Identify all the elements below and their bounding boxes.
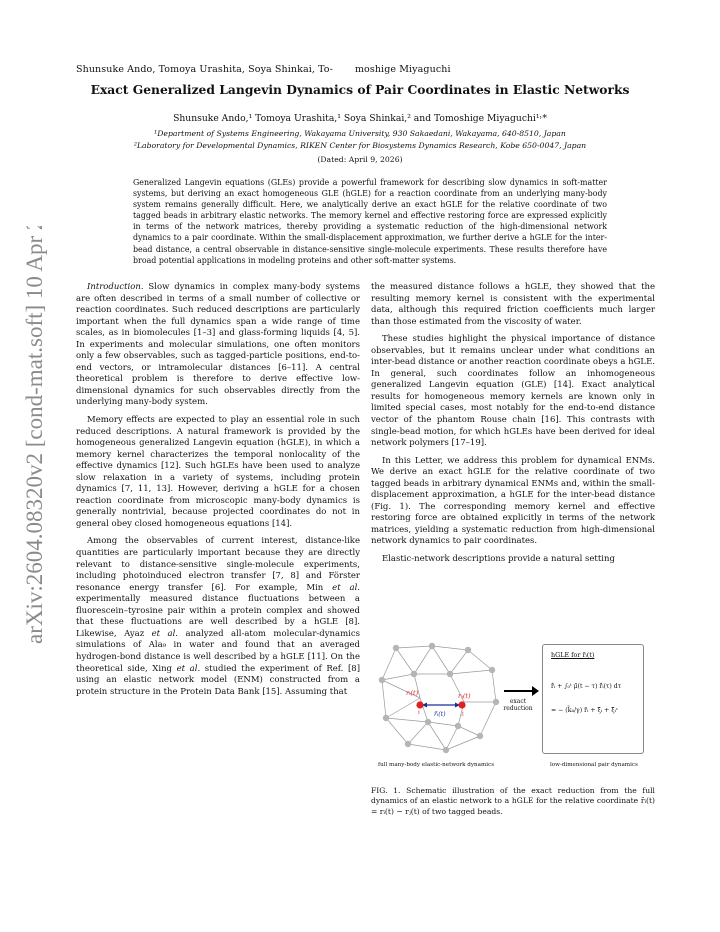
obs-etal-1: et al. — [332, 582, 360, 593]
obs-text-b: experimentally measured distance fluctuations between a fluorescein–tyrosine pair within a protein complex and showed that these fluctuations are well described by a hGLE [8]. Likewise, Ayaz — [76, 594, 360, 639]
obs-text-a: Among the observables of current interest, distance-like quantities are particularly important because they are directly relevant to distance-sensitive single-molecule experiments, including photoinduced electron transfer [7, 8] and Förster resonance energy transfer [6]. For example, Min — [76, 536, 360, 593]
obs-etal-3: et al. — [176, 663, 201, 674]
reduction-label: exact reduction — [503, 698, 533, 712]
running-head-right: moshige Miyaguchi — [354, 64, 451, 75]
intro-text: Slow dynamics in complex many-body systems are often described in terms of a small number of collective or reaction coordinates. Such reduced descriptions are particularly important when the full dynamics span a wide range of time scales, as in biomolecules [1–3] and glass-forming liquids [4, 5]. In experiments and molecular simulations, one often monitors only a few observables, such as tagged-particle positions, end-to-end vectors, or intramolecular distances [6–11]. A central theoretical problem is therefore to derive effective low-dimensional dynamics for such observables directly from the underlying many-body system. — [76, 282, 360, 408]
affiliation-2: ²Laboratory for Developmental Dynamics, RIKEN Center for Biosystems Dynamics Research, Kobe 650-0047, Japan — [133, 141, 587, 150]
figure-caption: FIG. 1. Schematic illustration of the exact reduction from the full dynamics of an elastic network to a hGLE for the relative coordinate r̃ᵢ(t) = rᵢ(t) − rⱼ(t) of two tagged beads. — [371, 786, 655, 816]
paper-title: Exact Generalized Langevin Dynamics of Pair Coordinates in Elastic Networks — [90, 82, 630, 97]
obs-etal-2: et al. — [151, 628, 179, 639]
right-column — [371, 282, 655, 566]
arxiv-id: arXiv:2604.08320v2 [cond-mat.soft] 10 Apr 2026 — [22, 226, 47, 644]
memory-paragraph: Memory effects are expected to play an essential role in such reduced descriptions. A natural framework is provided by the homogeneous generalized Langevin equation (hGLE), in which a memory kernel characterizes the temporal nonlocality of the effective dynamics [12]. Such hGLEs have been used to analyze slow relaxation in a variety of systems, including protein dynamics [7, 11, 13]. However, deriving a hGLE for a chosen reaction coordinate from microscopic many-body dynamics is generally nontrivial, because projected coordinates do not in general obey closed homogeneous equations [14]. — [76, 415, 360, 529]
letter-paragraph: In this Letter, we address this problem for dynamical ENMs. We derive an exact hGLE for the relative coordinate of two tagged beads in arbitrary dynamical ENMs and, within the small-displacement approximation, a hGLE for the inter-bead distance (Fig. 1). The corresponding memory kernel and effective restoring force are obtained explicitly in terms of the network matrices, yielding a systematic reduction from high-dimensional network dynamics to pair coordinates. — [371, 455, 655, 547]
observables-paragraph — [76, 536, 360, 698]
dated-line: (Dated: April 9, 2026) — [317, 155, 403, 164]
figure-1 — [374, 640, 646, 778]
obs-text-c: analyzed all-atom molecular-dynamics simulations of Ala₉ in water and found that an averaged hydrogen-bond distance is well described by a hGLE [11]. On the theoretical side, Xing — [76, 628, 360, 674]
intro-lead: Introduction. — [87, 282, 144, 292]
left-subcaption: full many-body elastic-network dynamics — [378, 762, 495, 768]
affiliation-1: ¹Department of Systems Engineering, Wakayama University, 930 Sakaedani, Wakayama, 640-8510, Japan — [154, 129, 566, 138]
studies-paragraph: These studies highlight the physical importance of distance observables, but it remains unclear under what conditions an inter-bead distance or another reaction coordinate obeys a hGLE. In general, such coordinates follow an inhomogeneous generalized Langevin equation (GLE) [14]. Exact analytical results for homogeneous memory kernels are known only in limited special cases, most notably for the end-to-end distance vector of the phantom Rouse chain [16]. This contrasts with single-bead motion, for which hGLEs have been derived for ideal network polymers [17–19]. — [371, 334, 655, 449]
obs-text-d: studied the experiment of Ref. [8] using an elastic network model (ENM) constructed from a protein structure in the Protein Data Bank [15]. Assuming that — [76, 663, 361, 697]
abstract: Generalized Langevin equations (GLEs) provide a powerful framework for describing slow dynamics in soft-matter systems, but deriving an exact homogeneous GLE (hGLE) for a reaction coordinate from an underlying many-body system remains generally difficult. Here, we analytically derive an exact hGLE for the relative coordinate of two tagged beads in arbitrary elastic networks. The memory kernel and effective restoring force are expressed explicitly in terms of the network matrices, thereby providing a systematic reduction of the high-dimensional network dynamics to a pair coordinate. Within the small-displacement approximation, we further derive a hGLE for the inter-bead distance, a central observable in distance-sensitive single-molecule experiments. These results therefore have broad potential applications in modeling proteins and other soft-matter systems. — [133, 178, 607, 265]
equation-line-2: = − (k̃ᵢᵢ/γ) r̃ᵢ + ξ̃ᵢ + ξ̃ᵢᶜ — [551, 707, 619, 714]
label-rj: rⱼ(t) — [458, 692, 471, 700]
running-head-left: Shunsuke Ando, Tomoya Urashita, Soya Shinkai, To- — [76, 64, 333, 75]
left-column — [76, 282, 360, 698]
bead-i — [416, 701, 423, 708]
label-relative: r̃ᵢ(t) — [434, 711, 446, 718]
author-list: Shunsuke Ando,¹ Tomoya Urashita,¹ Soya Shinkai,² and Tomoshige Miyaguchi¹˒* — [173, 113, 547, 124]
label-j: j — [462, 711, 464, 717]
continuation-paragraph: the measured distance follows a hGLE, they showed that the resulting memory kernel is consistent with the experimental data, although this required friction coefficients much larger than those estimated from the viscosity of water. — [371, 282, 655, 327]
arxiv-stamp — [4, 226, 64, 646]
hgle-title: hGLE for r̃ᵢ(t) — [551, 651, 595, 659]
right-subcaption: low-dimensional pair dynamics — [550, 762, 638, 768]
elastic-paragraph: Elastic-network descriptions provide a natural setting — [382, 554, 615, 565]
running-head — [76, 64, 451, 75]
hgle-box — [542, 644, 644, 754]
label-ri: rᵢ(t) — [406, 689, 419, 697]
reduction-arrow — [502, 684, 540, 698]
network-diagram — [374, 640, 502, 758]
bead-j — [458, 701, 465, 708]
label-i: i — [418, 710, 420, 716]
equation-line-1: r̃̇ᵢ + ∫₀ᵗ μ̃(t − τ) r̃̇ᵢ(τ) dτ — [551, 683, 622, 690]
intro-paragraph — [76, 282, 360, 409]
